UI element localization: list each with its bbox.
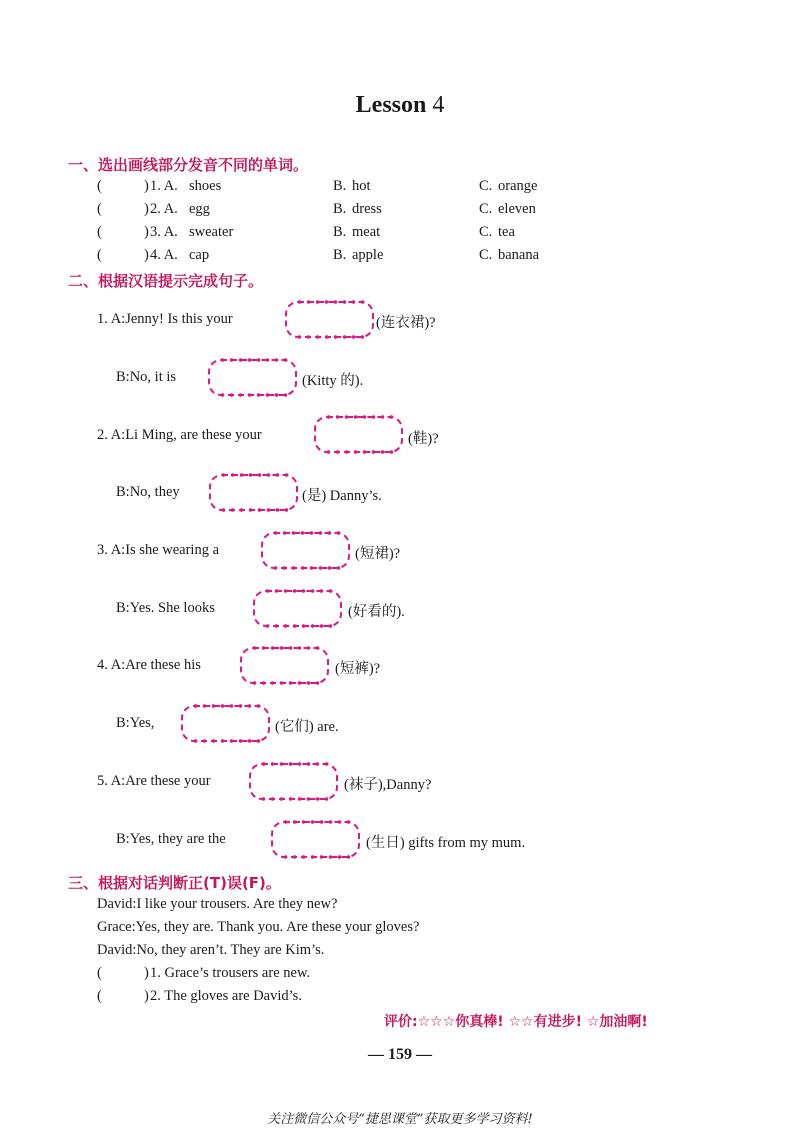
q3a-hint: (短裙)? <box>355 546 401 562</box>
answer-paren-close: ) <box>144 965 149 981</box>
answer-paren-close: ) <box>144 224 149 240</box>
option-c: banana <box>498 247 540 263</box>
option-c: eleven <box>498 201 536 217</box>
answer-box[interactable] <box>261 532 350 569</box>
option-b: meat <box>352 224 381 240</box>
option-b: apple <box>352 247 384 263</box>
question-number: 1. A. <box>150 178 178 194</box>
option-c-label: C. <box>479 247 493 263</box>
q4b-prompt: B:Yes, <box>116 715 155 731</box>
option-b-label: B. <box>333 201 347 217</box>
section-2-heading: 二、根据汉语提示完成句子。 <box>68 272 264 290</box>
option-c: tea <box>498 224 515 240</box>
answer-box[interactable] <box>271 821 360 858</box>
q1a-hint: (连衣裙)? <box>376 315 436 331</box>
answer-paren-close: ) <box>144 988 149 1004</box>
question-number: 3. A. <box>150 224 178 240</box>
option-b: hot <box>352 178 371 194</box>
section-1-heading: 一、选出画线部分发音不同的单词。 <box>68 156 309 174</box>
answer-box[interactable] <box>285 301 374 338</box>
q5a-prompt: 5. A:Are these your <box>97 773 211 789</box>
question-number: 4. A. <box>150 247 178 263</box>
option-b-label: B. <box>333 224 347 240</box>
q5b-prompt: B:Yes, they are the <box>116 831 226 847</box>
question-number: 2. A. <box>150 201 178 217</box>
answer-paren-open: ( <box>97 988 102 1004</box>
answer-box[interactable] <box>181 705 270 742</box>
dialogue-line: David:No, they aren’t. They are Kim’s. <box>97 942 325 958</box>
q2a-hint: (鞋)? <box>408 431 439 447</box>
evaluation-line: 评价:☆☆☆你真棒! ☆☆有进步! ☆加油啊! <box>384 1014 648 1030</box>
option-a: cap <box>189 247 210 263</box>
option-c-label: C. <box>479 224 493 240</box>
section-3-heading: 三、根据对话判断正(T)误(F)。 <box>68 874 281 892</box>
q5b-hint: (生日) gifts from my mum. <box>366 835 526 851</box>
option-a: sweater <box>189 224 234 240</box>
answer-paren-close: ) <box>144 247 149 263</box>
judgment-item: 2. The gloves are David’s. <box>150 988 302 1004</box>
option-c: orange <box>498 178 538 194</box>
q1b-hint: (Kitty 的). <box>302 373 364 389</box>
q2a-prompt: 2. A:Li Ming, are these your <box>97 427 262 443</box>
q3a-prompt: 3. A:Is she wearing a <box>97 542 220 558</box>
answer-box[interactable] <box>240 647 329 684</box>
q2b-hint: (是) Danny’s. <box>302 488 382 504</box>
dialogue-line: David:I like your trousers. Are they new? <box>97 896 338 912</box>
option-a: egg <box>189 201 210 217</box>
page-number: — 159 — <box>368 1046 432 1063</box>
option-c-label: C. <box>479 201 493 217</box>
answer-paren-open: ( <box>97 178 102 194</box>
q3b-prompt: B:Yes. She looks <box>116 600 215 616</box>
q4b-hint: (它们) are. <box>275 719 339 735</box>
q5a-hint: (袜子),Danny? <box>344 777 432 793</box>
answer-box[interactable] <box>208 359 297 396</box>
lesson-title-word: Lesson <box>355 92 427 118</box>
answer-box[interactable] <box>249 763 338 800</box>
answer-box[interactable] <box>209 474 298 511</box>
q1a-prompt: 1. A:Jenny! Is this your <box>97 311 233 327</box>
answer-box[interactable] <box>253 590 342 627</box>
answer-paren-open: ( <box>97 201 102 217</box>
q2b-prompt: B:No, they <box>116 484 180 500</box>
option-b: dress <box>352 201 382 217</box>
answer-box[interactable] <box>314 416 403 453</box>
option-b-label: B. <box>333 178 347 194</box>
q4a-hint: (短裤)? <box>335 661 381 677</box>
answer-paren-open: ( <box>97 965 102 981</box>
lesson-title <box>0 92 800 119</box>
q3b-hint: (好看的). <box>348 604 405 620</box>
option-b-label: B. <box>333 247 347 263</box>
option-a: shoes <box>189 178 222 194</box>
answer-paren-open: ( <box>97 224 102 240</box>
answer-paren-close: ) <box>144 201 149 217</box>
dialogue-line: Grace:Yes, they are. Thank you. Are these your gloves? <box>97 919 420 935</box>
q4a-prompt: 4. A:Are these his <box>97 657 201 673</box>
q1b-prompt: B:No, it is <box>116 369 177 385</box>
option-c-label: C. <box>479 178 493 194</box>
answer-paren-close: ) <box>144 178 149 194</box>
footer-note: 关注微信公众号“捷思课堂”获取更多学习资料! <box>267 1112 533 1127</box>
judgment-item: 1. Grace’s trousers are new. <box>150 965 311 981</box>
answer-paren-open: ( <box>97 247 102 263</box>
lesson-title-number: 4 <box>432 92 445 118</box>
